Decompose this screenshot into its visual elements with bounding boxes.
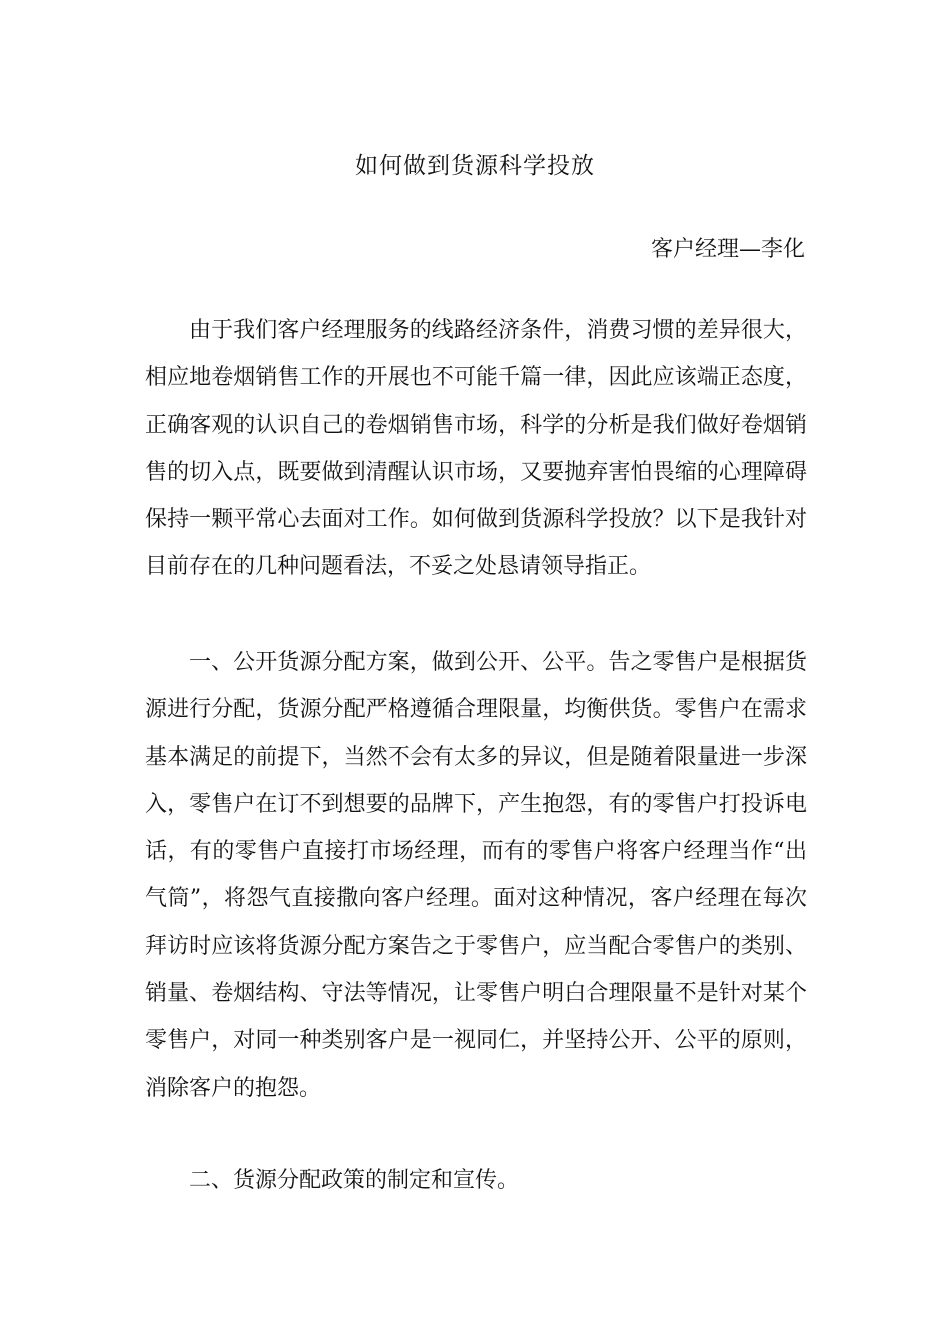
document-title: 如何做到货源科学投放 <box>355 153 595 179</box>
document-author: 客户经理—李化 <box>650 237 805 262</box>
paragraph-intro: 由于我们客户经理服务的线路经济条件，消费习惯的差异很大，相应地卷烟销售工作的开展也不可能千篇一律，因此应该端正态度，正确客观的认识自己的卷烟销售市场，科学的分析是我们做好卷烟销售的切入点，既要做到清醒认识市场，又要抛弃害怕畏缩的心理障碍保持一颗平常心去面对工作。如何做到货源科学投放？以下是我针对目前存在的几种问题看法，不妥之处恳请领导指正。 <box>145 318 807 580</box>
paragraph-section-one: 一、公开货源分配方案，做到公开、公平。告之零售户是根据货源进行分配，货源分配严格遵循合理限量，均衡供货。零售户在需求基本满足的前提下，当然不会有太多的异议，但是随着限量进一步深入，零售户在订不到想要的品牌下，产生抱怨，有的零售户打投诉电话，有的零售户直接打市场经理，而有的零售户将客户经理当作“出气筒”，将怨气直接撒向客户经理。面对这种情况，客户经理在每次拜访时应该将货源分配方案告之于零售户，应当配合零售户的类别、销量、卷烟结构、守法等情况，让零售户明白合理限量不是针对某个零售户，对同一种类别客户是一视同仁，并坚持公开、公平的原则，消除客户的抱怨。 <box>145 650 807 1101</box>
paragraph-section-two: 二、货源分配政策的制定和宣传。 <box>189 1168 520 1193</box>
